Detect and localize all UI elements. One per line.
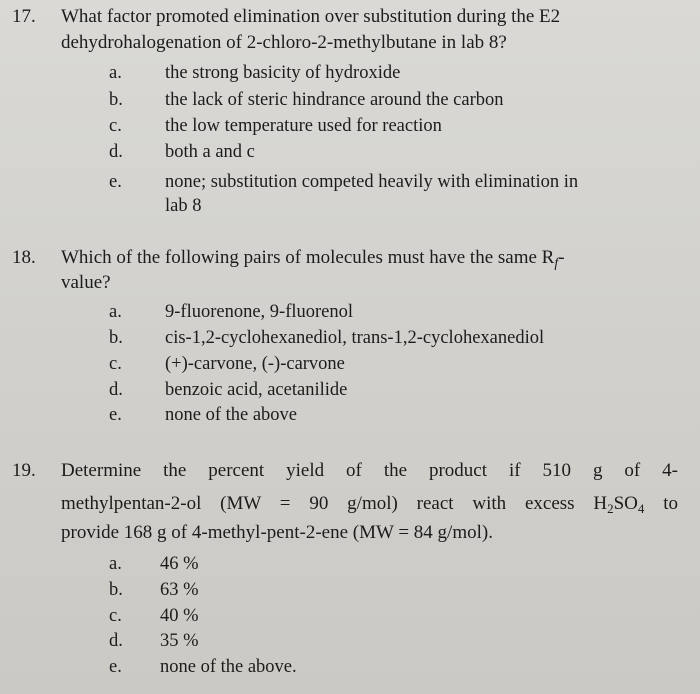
question-text-line: Determine the percent yield of the product if 510 g of 4-	[61, 460, 678, 481]
option-text: 63 %	[160, 580, 199, 600]
option-text: lab 8	[165, 196, 202, 216]
option-letter: d.	[109, 142, 123, 162]
question-text: Which of the following pairs of molecules must have the same R	[61, 247, 555, 268]
subscript: 4	[637, 501, 645, 516]
option-text: (+)-carvone, (-)-carvone	[165, 354, 345, 374]
option-text: the strong basicity of hydroxide	[165, 63, 401, 83]
question-number: 17.	[12, 6, 36, 27]
option-letter: b.	[109, 580, 123, 600]
rf-subscript: f	[554, 256, 559, 271]
option-text: none of the above.	[160, 657, 297, 677]
question-text-line: provide 168 g of 4-methyl-pent-2-ene (MW = 84 g/mol).	[61, 522, 493, 543]
option-letter: a.	[109, 63, 122, 83]
question-number: 18.	[12, 247, 36, 268]
question-number: 19.	[12, 460, 36, 481]
option-text: the lack of steric hindrance around the carbon	[165, 90, 504, 110]
option-letter: e.	[109, 172, 122, 192]
subscript: 2	[607, 501, 614, 516]
option-text: 46 %	[160, 554, 199, 574]
option-text: the low temperature used for reaction	[165, 116, 442, 136]
question-text: SO	[613, 493, 638, 514]
question-text-line	[61, 247, 565, 269]
option-letter: a.	[109, 554, 122, 574]
option-text: 35 %	[160, 631, 199, 651]
question-text-line	[61, 493, 678, 515]
option-letter: d.	[109, 380, 123, 400]
option-letter: e.	[109, 657, 122, 677]
option-letter: b.	[109, 328, 123, 348]
option-letter: a.	[109, 302, 122, 322]
option-letter: d.	[109, 631, 123, 651]
question-text-line: dehydrohalogenation of 2-chloro-2-methylbutane in lab 8?	[61, 32, 507, 53]
option-letter: c.	[109, 606, 122, 626]
option-text: benzoic acid, acetanilide	[165, 380, 348, 400]
option-text: both a and c	[165, 142, 255, 162]
option-text: 9-fluorenone, 9-fluorenol	[165, 302, 354, 322]
option-letter: c.	[109, 116, 122, 136]
option-letter: e.	[109, 405, 122, 425]
question-text-trail: -	[558, 247, 565, 268]
option-letter: b.	[109, 90, 123, 110]
question-text-line: What factor promoted elimination over substitution during the E2	[61, 6, 561, 27]
option-text: 40 %	[160, 606, 199, 626]
option-text: none of the above	[165, 405, 298, 425]
option-text: none; substitution competed heavily with elimination in	[165, 172, 579, 192]
question-text-line: value?	[61, 272, 111, 293]
question-text: to	[644, 493, 679, 514]
question-text: methylpentan-2-ol (MW = 90 g/mol) react with excess H	[61, 493, 608, 514]
option-letter: c.	[109, 354, 122, 374]
option-text: cis-1,2-cyclohexanediol, trans-1,2-cyclohexanediol	[165, 328, 545, 348]
